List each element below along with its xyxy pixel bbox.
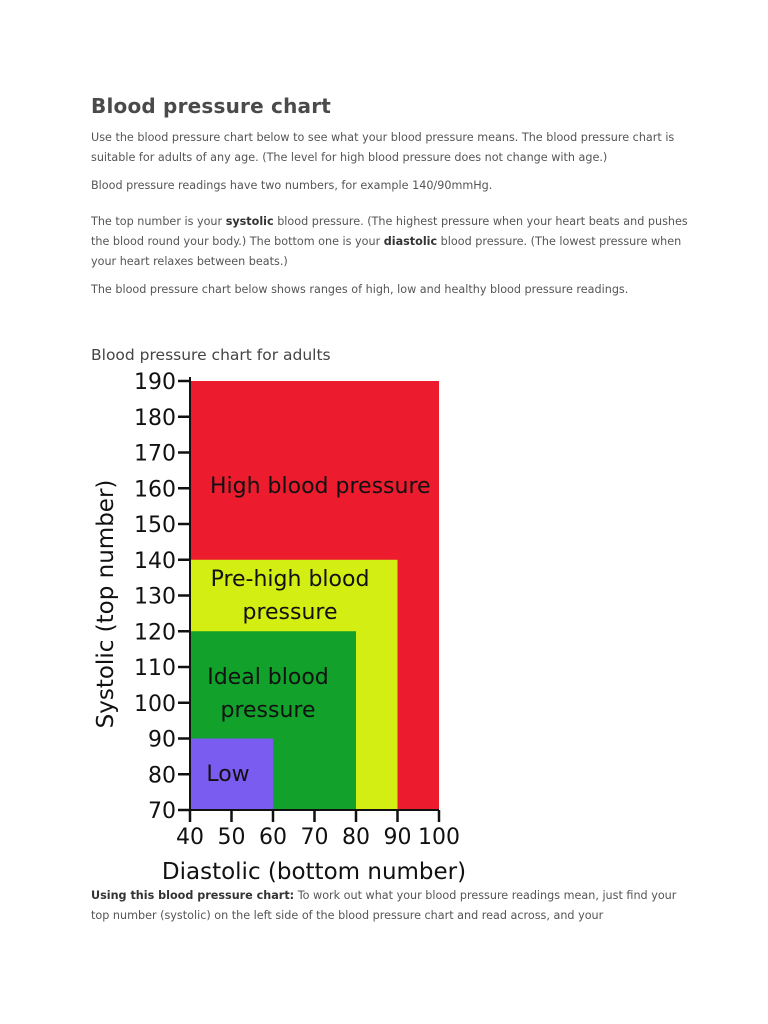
- y-axis-title: Systolic (top number): [93, 479, 119, 729]
- y-tick-label-190: 190: [134, 370, 176, 395]
- region-label-ideal-blood-pressure-1: Ideal blood: [207, 665, 329, 690]
- readings-paragraph: Blood pressure readings have two numbers, for example 140/90mmHg.: [91, 179, 493, 192]
- y-tick-label-180: 180: [134, 405, 176, 431]
- usage-paragraph: [91, 886, 691, 926]
- x-tick-label-70: 70: [300, 825, 329, 850]
- x-tick-label-40: 40: [176, 825, 204, 850]
- y-tick-label-140: 140: [134, 548, 176, 574]
- y-tick-label-100: 100: [134, 691, 176, 717]
- para3-text-e: blood pressure. (The lowest pressure when your heart relaxes between beats.): [91, 235, 682, 268]
- x-tick-label-50: 50: [217, 825, 246, 850]
- region-label-pre-high-blood-pressure-1: Pre-high blood: [210, 567, 370, 592]
- y-tick-label-70: 70: [148, 799, 176, 824]
- y-tick-label-170: 170: [134, 441, 176, 467]
- region-label-pre-high-blood-pressure-2: pressure: [242, 600, 338, 625]
- chart-regions: [190, 381, 439, 810]
- usage-heading: Using this blood pressure chart:: [91, 889, 295, 902]
- usage-text: To work out what your blood pressure readings mean, just find your top number (systolic) on the left side of the blood pressure chart and read across, and your: [91, 889, 677, 922]
- y-tick-label-80: 80: [148, 763, 176, 789]
- systolic-term: systolic: [225, 215, 274, 228]
- para3-text-a: The top number is your: [91, 215, 226, 228]
- y-tick-label-130: 130: [134, 584, 176, 610]
- x-tick-label-90: 90: [383, 825, 412, 850]
- region-label-ideal-blood-pressure-2: pressure: [220, 698, 316, 723]
- y-tick-label-110: 110: [134, 656, 176, 681]
- ranges-paragraph: The blood pressure chart below shows ranges of high, low and healthy blood pressure readings.: [91, 283, 629, 296]
- y-tick-label-90: 90: [148, 727, 176, 753]
- diastolic-term: diastolic: [383, 235, 438, 248]
- y-tick-label-120: 120: [134, 620, 176, 646]
- chart-heading: Blood pressure chart for adults: [91, 346, 331, 364]
- x-axis-title: Diastolic (bottom number): [161, 859, 467, 885]
- page-title: Blood pressure chart: [91, 94, 332, 118]
- x-tick-label-100: 100: [418, 825, 460, 850]
- y-tick-label-160: 160: [134, 477, 176, 503]
- intro-paragraph: Use the blood pressure chart below to see what your blood pressure means. The blood pressure chart is suitable for adults of any age. (The level for high blood pressure does not change with age.): [91, 131, 675, 164]
- region-label-low-1: Low: [206, 762, 250, 787]
- para3-text-c: blood pressure. (The highest pressure when your heart beats and pushes the blood round your body.) The bottom one is your: [91, 215, 688, 248]
- x-tick-label-60: 60: [259, 825, 287, 850]
- region-label-high-blood-pressure-1: High blood pressure: [210, 474, 431, 499]
- x-tick-label-80: 80: [342, 825, 370, 850]
- y-tick-label-150: 150: [134, 513, 176, 538]
